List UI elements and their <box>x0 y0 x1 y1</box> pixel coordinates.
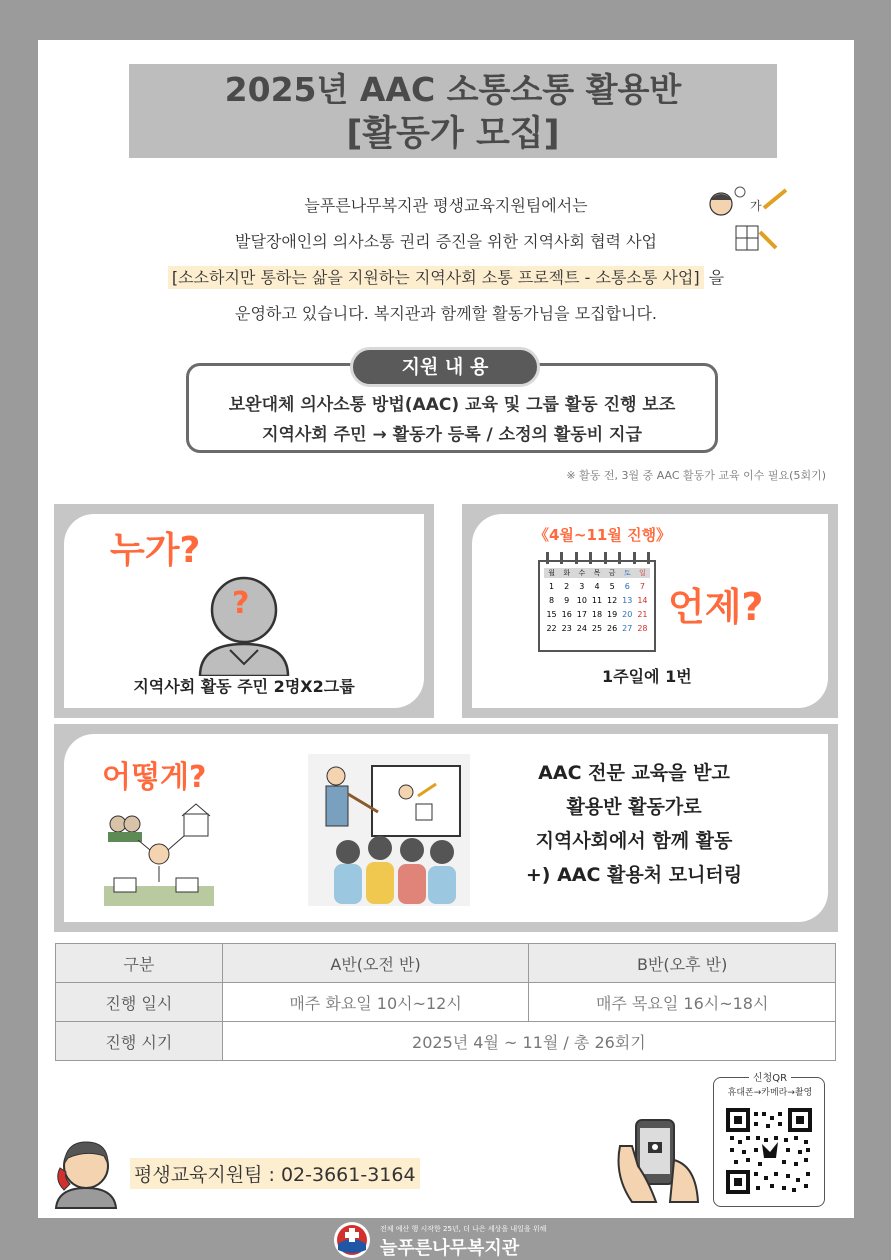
qr-code-icon[interactable] <box>726 1108 812 1194</box>
how-line-1: AAC 전문 교육을 받고 <box>538 762 730 784</box>
how-heading: 어떻게? <box>102 760 207 795</box>
weekday: 화 <box>563 569 571 577</box>
table-row <box>56 983 836 1022</box>
who-card-inner <box>64 514 424 708</box>
calendar-day: 11 <box>591 596 603 605</box>
table-row-label: 진행 일시 <box>56 983 223 1022</box>
who-card <box>54 504 434 718</box>
footer-slogan: 전체 예산 행 시작한 25년, 더 나은 세상을 내일을 위해 <box>380 1225 547 1233</box>
calendar-day: 3 <box>579 582 585 591</box>
when-heading: 언제? <box>668 585 764 629</box>
calendar-icon <box>538 560 656 652</box>
how-card <box>54 724 838 932</box>
how-line-3: 지역사회에서 함께 활동 <box>535 830 733 852</box>
when-card <box>462 504 838 718</box>
calendar-rings <box>546 552 650 564</box>
weekday: 수 <box>578 569 586 577</box>
intro-line-2: 발달장애인의 의사소통 권리 증진을 위한 지역사회 협력 사업 <box>234 232 657 251</box>
calendar-day: 13 <box>622 596 633 605</box>
support-line-2: 지역사회 주민 → 활동가 등록 / 소정의 활동비 지급 <box>262 425 642 445</box>
calendar-day: 7 <box>639 582 645 591</box>
calendar-day: 6 <box>624 582 630 591</box>
calendar-day: 2 <box>564 582 570 591</box>
calendar-day: 21 <box>637 610 648 619</box>
calendar-day: 14 <box>637 596 648 605</box>
project-name-highlight: [소소하지만 통하는 삶을 지원하는 지역사회 소통 프로젝트 - 소통소통 사업] <box>168 266 704 289</box>
calendar-day: 1 <box>549 582 555 591</box>
training-note: ※ 활동 전, 3월 중 AAC 활동가 교육 이수 필요(5회기) <box>566 469 826 482</box>
qr-label: 신청QR <box>749 1073 791 1084</box>
weekday: 토 <box>623 569 631 577</box>
calendar-week <box>544 580 650 594</box>
support-tag: 지원 내 용 <box>350 347 540 387</box>
calendar-day: 27 <box>622 624 633 633</box>
calendar-day: 15 <box>546 610 557 619</box>
calendar-day: 16 <box>561 610 572 619</box>
footer-logo <box>332 1220 572 1258</box>
how-card-inner <box>64 734 828 922</box>
poster-sheet <box>38 40 854 1218</box>
table-header-cell: B반(오후 반) <box>529 944 836 983</box>
calendar-grid <box>544 580 650 636</box>
table-cell: 2025년 4월 ~ 11월 / 총 26회기 <box>222 1022 835 1061</box>
calendar-day: 18 <box>591 610 603 619</box>
calendar-day: 26 <box>607 624 618 633</box>
table-header-cell: A반(오전 반) <box>222 944 529 983</box>
calendar-day: 20 <box>622 610 633 619</box>
intro-line-3-suffix: 을 <box>703 268 725 287</box>
table-header-row <box>56 944 836 983</box>
weekday: 월 <box>548 569 555 577</box>
how-description <box>484 756 784 892</box>
calendar-day: 25 <box>591 624 603 633</box>
calendar-week <box>544 608 650 622</box>
intro-line-4: 운영하고 있습니다. 복지관과 함께할 활동가님을 모집합니다. <box>234 304 657 323</box>
calendar-day: 9 <box>564 596 570 605</box>
calendar-day: 22 <box>546 624 557 633</box>
when-card-inner <box>472 514 828 708</box>
title-line-2: [활동가 모집] <box>346 114 560 154</box>
title-line-1: 2025년 AAC 소통소통 활용반 <box>224 70 682 109</box>
calendar-day: 10 <box>576 596 587 605</box>
weekday: 일 <box>639 569 646 577</box>
who-heading: 누가? <box>110 530 201 571</box>
calendar-day: 12 <box>607 596 618 605</box>
calendar-day: 5 <box>609 582 615 591</box>
calendar-day: 8 <box>549 596 555 605</box>
table-row-label: 진행 시기 <box>56 1022 223 1061</box>
support-line-1: 보완대체 의사소통 방법(AAC) 교육 및 그룹 활동 진행 보조 <box>228 395 676 415</box>
footer-org-name: 늘푸른나무복지관 <box>380 1238 520 1259</box>
phone-call-person-icon <box>52 1138 118 1210</box>
table-row <box>56 1022 836 1061</box>
contact-phone: 평생교육지원팀 : 02-3661-3164 <box>130 1158 420 1189</box>
how-line-2: 활용반 활동가로 <box>566 796 702 818</box>
calendar-day: 4 <box>594 582 600 591</box>
table-header-cell: 구분 <box>56 944 223 983</box>
weekday: 금 <box>608 569 616 577</box>
weekday: 목 <box>593 569 601 577</box>
calendar-day: 17 <box>576 610 587 619</box>
calendar-day: 24 <box>576 624 587 633</box>
how-line-4: +) AAC 활용처 모니터링 <box>525 864 743 886</box>
community-network-icon <box>104 802 214 910</box>
communication-icons <box>706 186 796 256</box>
table-cell: 매주 목요일 16시~18시 <box>529 983 836 1022</box>
when-period: 《4월~11월 진행》 <box>534 526 672 544</box>
classroom-lecture-icon <box>308 754 470 906</box>
schedule-table <box>55 943 836 1061</box>
qr-label-wrap <box>714 1069 826 1084</box>
welfare-center-logo-icon <box>332 1220 372 1260</box>
smartphone-scan-icon <box>612 1116 704 1206</box>
when-caption: 1주일에 1번 <box>602 667 692 686</box>
calendar-week <box>544 594 650 608</box>
calendar-week <box>544 622 650 636</box>
calendar-day: 28 <box>637 624 648 633</box>
title-banner <box>129 64 777 158</box>
svg-text:가: 가 <box>750 199 762 213</box>
intro-line-3 <box>38 260 854 296</box>
calendar-day: 23 <box>561 624 572 633</box>
who-caption: 지역사회 활동 주민 2명X2그룹 <box>133 677 355 696</box>
calendar-weekday-row <box>544 568 650 578</box>
calendar-day: 19 <box>607 610 618 619</box>
intro-line-1: 늘푸른나무복지관 평생교육지원팀에서는 <box>304 196 588 215</box>
qr-code-box <box>713 1073 825 1207</box>
question-mark: ? <box>232 586 250 621</box>
qr-instruction: 휴대폰→카메라→촬영 <box>727 1088 813 1098</box>
table-cell: 매주 화요일 10시~12시 <box>222 983 529 1022</box>
